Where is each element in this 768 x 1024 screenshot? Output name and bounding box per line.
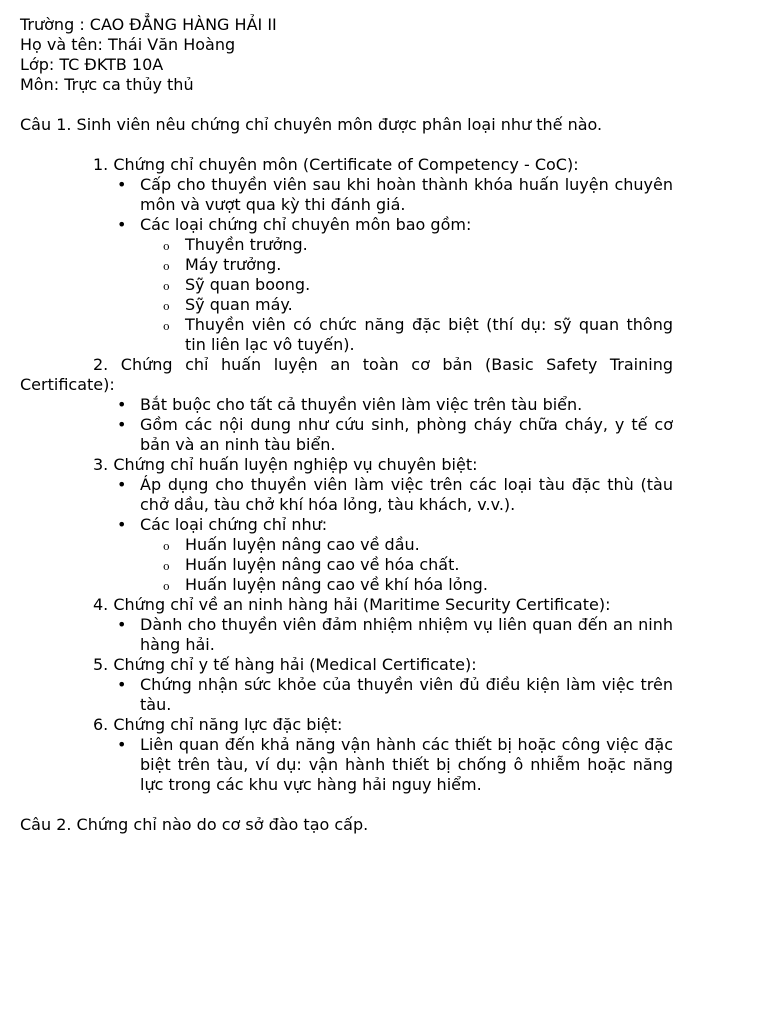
question-2: Câu 2. Chứng chỉ nào do cơ sở đào tạo cấp. <box>20 815 369 834</box>
item-5-bullets <box>20 675 673 715</box>
class-line: Lớp: TC ĐKTB 10A <box>20 55 164 74</box>
school-line: Trường : CAO ĐẲNG HÀNG HẢI II <box>20 15 277 34</box>
subject-line: Môn: Trực ca thủy thủ <box>20 75 194 94</box>
item-3-bullets <box>20 475 673 595</box>
item-6-title: 6. Chứng chỉ năng lực đặc biệt: <box>93 715 343 734</box>
list-item <box>140 215 673 355</box>
list-item: • Bắt buộc cho tất cả thuyền viên làm việc trên tàu biển. <box>140 395 673 415</box>
list-item-text: Các loại chứng chỉ chuyên môn bao gồm: <box>140 215 472 234</box>
list-item <box>140 515 673 595</box>
item-1-bullets <box>20 175 673 355</box>
sub-list-item: o Thuyền trưởng. <box>185 235 673 255</box>
sub-list-item: o Sỹ quan boong. <box>185 275 673 295</box>
spacer <box>20 135 673 155</box>
spacer <box>20 95 673 115</box>
item-6-bullets <box>20 735 673 795</box>
sub-list-item: o Huấn luyện nâng cao về dầu. <box>185 535 673 555</box>
list-item: • Cấp cho thuyền viên sau khi hoàn thành khóa huấn luyện chuyên môn và vượt qua kỳ thi đánh giá. <box>140 175 673 215</box>
sub-list-item: o Huấn luyện nâng cao về khí hóa lỏng. <box>185 575 673 595</box>
list-item-text: Các loại chứng chỉ như: <box>140 515 328 534</box>
student-name-line: Họ và tên: Thái Văn Hoàng <box>20 35 236 54</box>
spacer <box>20 795 673 815</box>
item-5-title: 5. Chứng chỉ y tế hàng hải (Medical Certificate): <box>93 655 477 674</box>
list-item: • Chứng nhận sức khỏe của thuyền viên đủ điều kiện làm việc trên tàu. <box>140 675 673 715</box>
item-3-sub-bullets <box>140 535 673 595</box>
list-item: • Gồm các nội dung như cứu sinh, phòng cháy chữa cháy, y tế cơ bản và an ninh tàu biển. <box>140 415 673 455</box>
item-1-title: 1. Chứng chỉ chuyên môn (Certificate of Competency - CoC): <box>93 155 579 174</box>
list-item: • Liên quan đến khả năng vận hành các thiết bị hoặc công việc đặc biệt trên tàu, ví dụ: vận hành thiết bị chống ô nhiễm hoặc năng lực trong các khu vực hàng hải nguy hiểm. <box>140 735 673 795</box>
list-item: • Áp dụng cho thuyền viên làm việc trên các loại tàu đặc thù (tàu chở dầu, tàu chở khí hóa lỏng, tàu khách, v.v.). <box>140 475 673 515</box>
item-4-title: 4. Chứng chỉ về an ninh hàng hải (Maritime Security Certificate): <box>93 595 611 614</box>
list-item: • Dành cho thuyền viên đảm nhiệm nhiệm vụ liên quan đến an ninh hàng hải. <box>140 615 673 655</box>
sub-list-item: o Máy trưởng. <box>185 255 673 275</box>
item-2-bullets <box>20 395 673 455</box>
item-1-sub-bullets <box>140 235 673 355</box>
item-3-title: 3. Chứng chỉ huấn luyện nghiệp vụ chuyên biệt: <box>93 455 478 474</box>
sub-list-item: o Thuyền viên có chức năng đặc biệt (thí dụ: sỹ quan thông tin liên lạc vô tuyến). <box>185 315 673 355</box>
question-1: Câu 1. Sinh viên nêu chứng chỉ chuyên môn được phân loại như thế nào. <box>20 115 603 134</box>
item-2-title: 2. Chứng chỉ huấn luyện an toàn cơ bản (Basic Safety Training Certificate): <box>20 355 673 394</box>
sub-list-item: o Sỹ quan máy. <box>185 295 673 315</box>
sub-list-item: o Huấn luyện nâng cao về hóa chất. <box>185 555 673 575</box>
item-4-bullets <box>20 615 673 655</box>
